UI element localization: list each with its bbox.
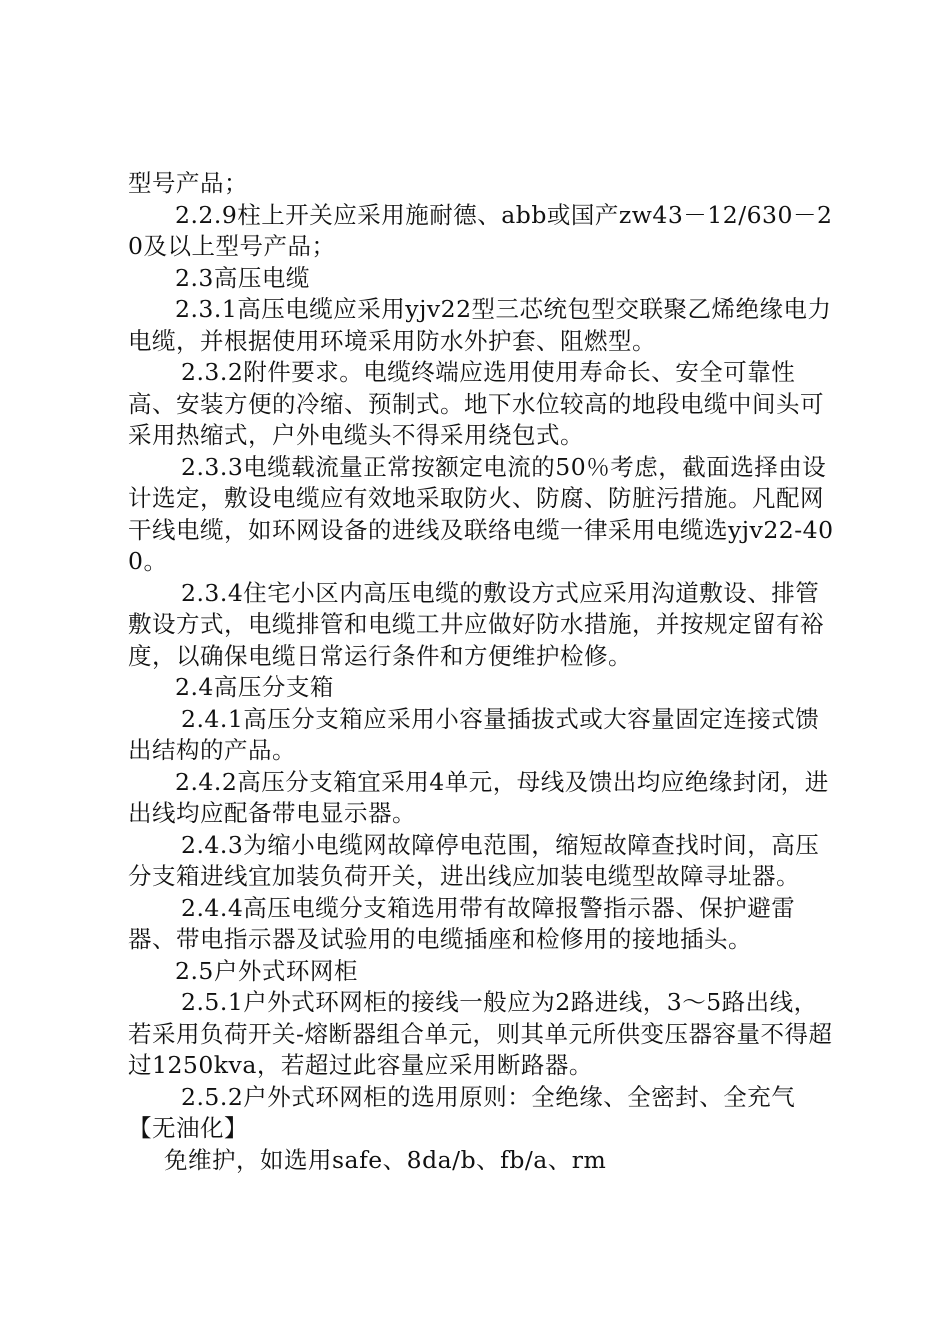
paragraph-2-5-2: 2.5.2户外式环网柜的选用原则：全绝缘、全密封、全充气【无油化】	[128, 1082, 796, 1142]
section-heading-2-5: 2.5户外式环网柜	[175, 956, 358, 985]
paragraph-maintenance-free: 免维护，如选用safe、8da/b、fb/a、rm	[164, 1145, 607, 1174]
document-body	[128, 168, 838, 1176]
paragraph-2-4-4: 2.4.4高压电缆分支箱选用带有故障报警指示器、保护避雷器、带电指示器及试验用的电缆插座和检修用的接地插头。	[128, 893, 796, 953]
paragraph-2-2-9: 2.2.9柱上开关应采用施耐德、abb或国产zw43－12/630－20及以上型号产品；	[128, 200, 833, 260]
section-heading-2-3: 2.3高压电缆	[175, 263, 310, 292]
paragraph-2-3-4: 2.3.4住宅小区内高压电缆的敷设方式应采用沟道敷设、排管敷设方式，电缆排管和电缆工井应做好防水措施，并按规定留有裕度，以确保电缆日常运行条件和方便维护检修。	[128, 578, 824, 670]
paragraph-2-4-1: 2.4.1高压分支箱应采用小容量插拔式或大容量固定连接式馈出结构的产品。	[128, 704, 820, 764]
paragraph-2-5-1: 2.5.1户外式环网柜的接线一般应为2路进线，3～5路出线，若采用负荷开关-熔断器组合单元，则其单元所供变压器容量不得超过1250kva，若超过此容量应采用断路器。	[128, 988, 833, 1079]
paragraph-2-4-3: 2.4.3为缩小电缆网故障停电范围，缩短故障查找时间，高压分支箱进线宜加装负荷开关，进出线应加装电缆型故障寻址器。	[128, 830, 820, 890]
paragraph-continuation: 型号产品；	[128, 169, 248, 197]
paragraph-2-4-2: 2.4.2高压分支箱宜采用4单元，母线及馈出均应绝缘封闭，进出线均应配备带电显示器。	[128, 767, 829, 827]
paragraph-2-3-2: 2.3.2附件要求。电缆终端应选用使用寿命长、安全可靠性高、安装方便的冷缩、预制式。地下水位较高的地段电缆中间头可采用热缩式，户外电缆头不得采用绕包式。	[128, 358, 824, 449]
section-heading-2-4: 2.4高压分支箱	[175, 673, 334, 701]
paragraph-2-3-1: 2.3.1高压电缆应采用yjv22型三芯统包型交联聚乙烯绝缘电力电缆，并根据使用环境采用防水外护套、阻燃型。	[128, 295, 832, 355]
paragraph-2-3-3: 2.3.3电缆载流量正常按额定电流的50％考虑，截面选择由设计选定，敷设电缆应有效地采取防火、防腐、防脏污措施。凡配网干线电缆，如环网设备的进线及联络电缆一律采用电缆选yjv22-400。	[128, 452, 834, 575]
